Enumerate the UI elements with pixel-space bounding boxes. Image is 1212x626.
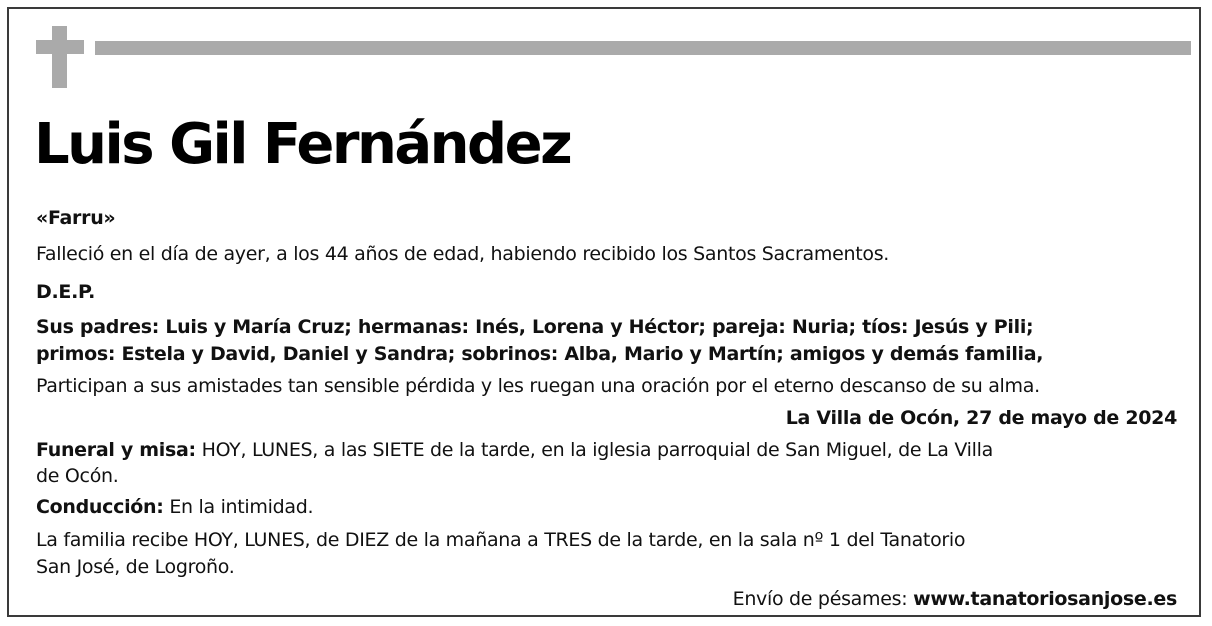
rip-text: D.E.P. (36, 281, 96, 303)
funeral-line-1 (36, 437, 993, 463)
nickname: «Farru» (36, 207, 116, 229)
funeral-text: HOY, LUNES, a las SIETE de la tarde, en la iglesia parroquial de San Miguel, de La Villa (195, 439, 993, 461)
deceased-name: Luis Gil Fernández (34, 112, 571, 177)
condolences-link[interactable]: www.tanatoriosanjose.es (913, 588, 1177, 610)
death-notice: Falleció en el día de ayer, a los 44 años de edad, habiendo recibido los Santos Sacramentos. (36, 243, 890, 265)
family-line-2: primos: Estela y David, Daniel y Sandra; sobrinos: Alba, Mario y Martín; amigos y demás familia, (36, 343, 1044, 365)
notice-border (7, 7, 1201, 617)
condolences-label: Envío de pésames: (732, 588, 914, 610)
conduction-line (36, 494, 313, 520)
conduction-text: En la intimidad. (163, 496, 314, 518)
funeral-label: Funeral y misa: (36, 439, 196, 461)
family-line-1: Sus padres: Luis y María Cruz; hermanas: Inés, Lorena y Héctor; pareja: Nuria; tíos: Jesús y Pili; (36, 316, 1034, 338)
header-rule (95, 41, 1191, 55)
prayer-request: Participan a sus amistades tan sensible pérdida y les ruegan una oración por el eterno descanso de su alma. (36, 375, 1040, 397)
conduction-label: Conducción: (36, 496, 164, 518)
reception-line-2: San José, de Logroño. (36, 556, 235, 578)
funeral-line-2: de Ocón. (36, 465, 119, 487)
condolences-line (733, 586, 1177, 612)
cross-icon (36, 26, 84, 88)
reception-line-1: La familia recibe HOY, LUNES, de DIEZ de la mañana a TRES de la tarde, en la sala nº 1 del Tanatorio (36, 529, 966, 551)
place-date: La Villa de Ocón, 27 de mayo de 2024 (785, 407, 1177, 429)
